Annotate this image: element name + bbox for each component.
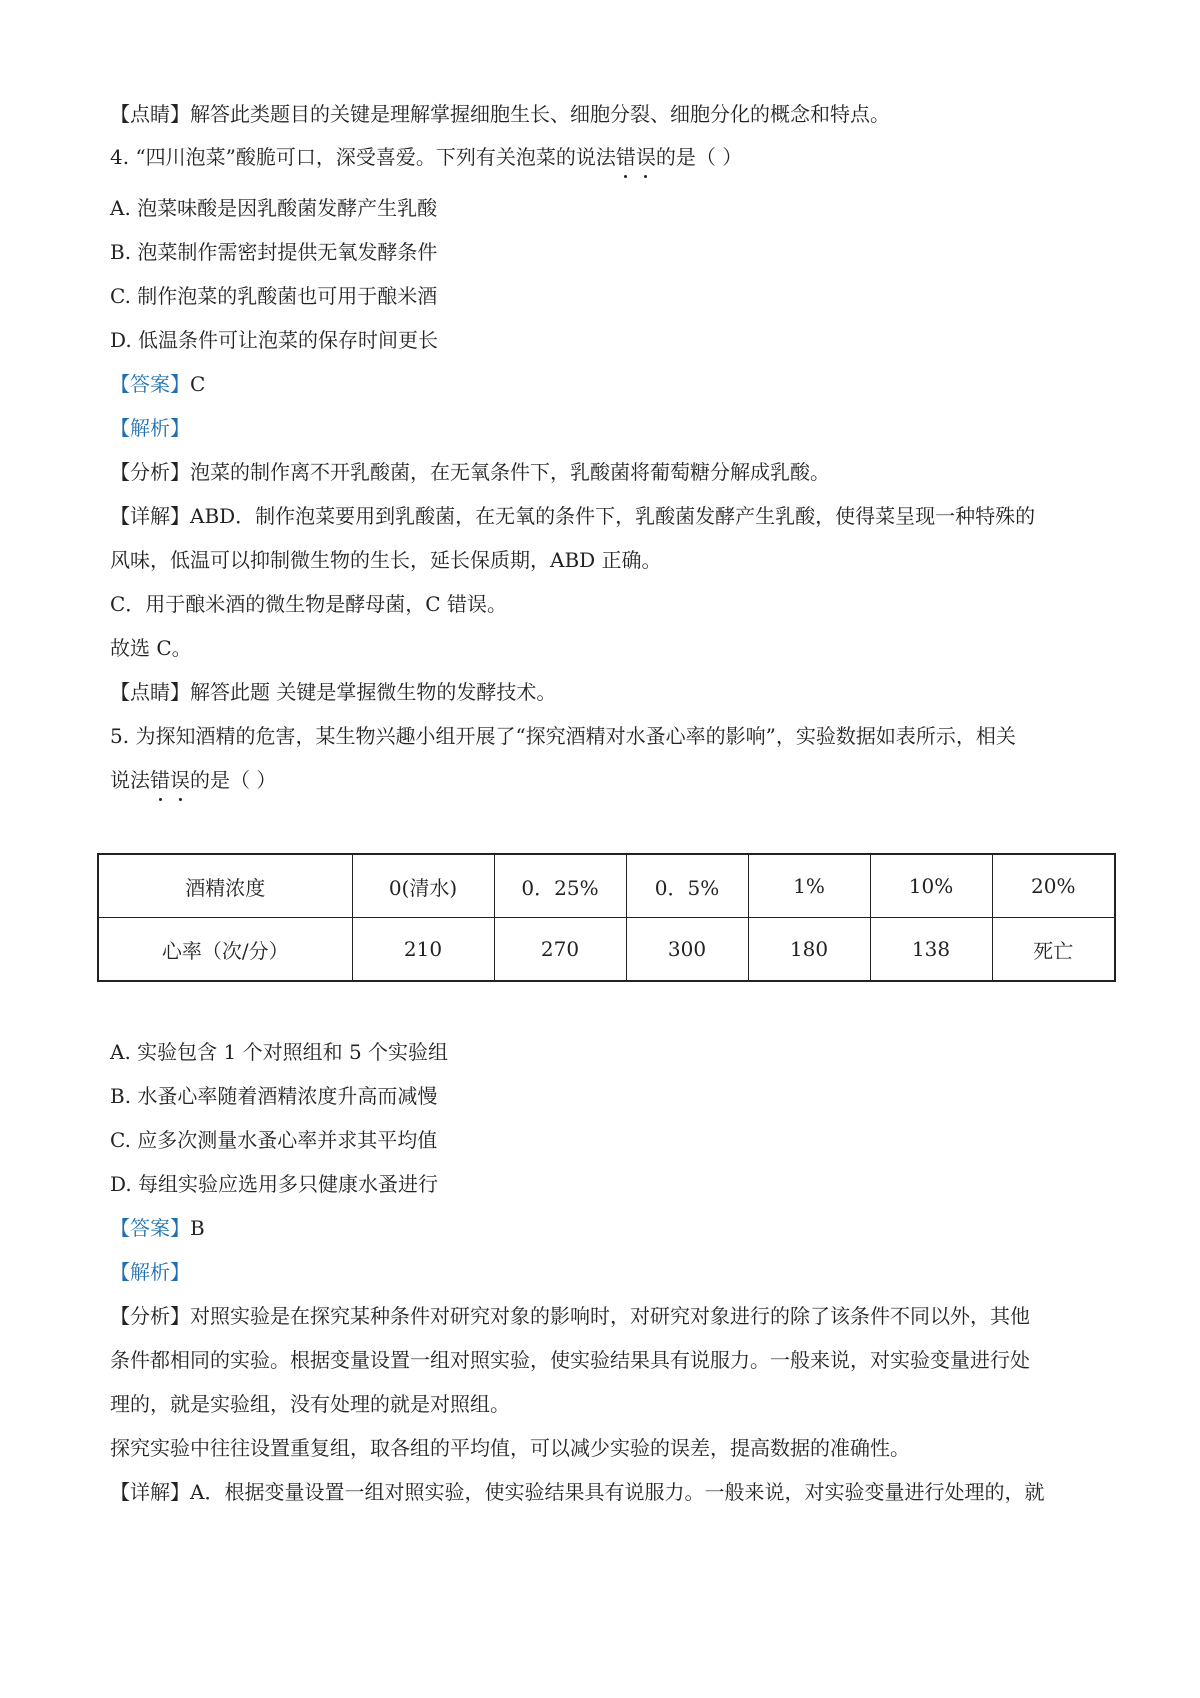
q4-xiangjie-2: 风味，低温可以抑制微生物的生长，延长保质期，ABD 正确。 bbox=[110, 548, 662, 572]
q4-option-d: D. 低温条件可让泡菜的保存时间更长 bbox=[110, 328, 439, 352]
table-cell: 1% bbox=[748, 854, 870, 918]
q5-option-a: A. 实验包含 1 个对照组和 5 个实验组 bbox=[110, 1040, 449, 1064]
table-cell: 10% bbox=[870, 854, 992, 918]
q4-option-c: C. 制作泡菜的乳酸菌也可用于酿米酒 bbox=[110, 284, 438, 308]
q5-option-b: B. 水蚤心率随着酒精浓度升高而减慢 bbox=[110, 1084, 438, 1108]
table-row bbox=[98, 854, 1115, 918]
q5-option-c: C. 应多次测量水蚤心率并求其平均值 bbox=[110, 1128, 438, 1152]
q5-fenxi-4: 探究实验中往往设置重复组，取各组的平均值，可以减少实验的误差，提高数据的准确性。 bbox=[110, 1436, 910, 1460]
q5-analysis-label: 【解析】 bbox=[110, 1260, 190, 1284]
table-cell: 死亡 bbox=[992, 918, 1115, 982]
table-cell: 270 bbox=[494, 918, 626, 982]
q4-fenxi: 【分析】泡菜的制作离不开乳酸菌，在无氧条件下，乳酸菌将葡萄糖分解成乳酸。 bbox=[110, 460, 830, 484]
emphasis-dot-char: 错 bbox=[150, 768, 170, 792]
q5-stem-text: 说法 bbox=[110, 768, 150, 792]
q5-xiangjie-1: 【详解】A．根据变量设置一组对照实验，使实验结果具有说服力。一般来说，对实验变量进行处理的，就 bbox=[110, 1480, 1045, 1504]
q5-option-d: D. 每组实验应选用多只健康水蚤进行 bbox=[110, 1172, 439, 1196]
table-cell: 210 bbox=[352, 918, 494, 982]
emphasis-dot-char: 错 bbox=[615, 145, 636, 169]
q4-answer bbox=[110, 370, 205, 398]
q4-stem-text: 4. “四川泡菜”酸脆可口，深受喜爱。下列有关泡菜的说法 bbox=[110, 145, 616, 169]
answer-label: 【答案】 bbox=[110, 372, 190, 396]
q5-stem-text: 的是（ ） bbox=[190, 768, 277, 792]
q3-tip: 【点睛】解答此类题目的关键是理解掌握细胞生长、细胞分裂、细胞分化的概念和特点。 bbox=[110, 102, 890, 126]
q5-stem-2 bbox=[110, 766, 276, 794]
q4-xiangjie-1: 【详解】ABD．制作泡菜要用到乳酸菌，在无氧的条件下，乳酸菌发酵产生乳酸，使得菜呈现一种特殊的 bbox=[110, 504, 1036, 528]
q4-dianjing: 【点睛】解答此题 关键是掌握微生物的发酵技术。 bbox=[110, 680, 557, 704]
alcohol-heart-rate-table bbox=[97, 853, 1116, 982]
q5-fenxi-1: 【分析】对照实验是在探究某种条件对研究对象的影响时，对研究对象进行的除了该条件不同以外，其他 bbox=[110, 1304, 1030, 1328]
table-row bbox=[98, 918, 1115, 982]
q5-fenxi-2: 条件都相同的实验。根据变量设置一组对照实验，使实验结果具有说服力。一般来说，对实验变量进行处 bbox=[110, 1348, 1030, 1372]
q4-analysis-label: 【解析】 bbox=[110, 416, 190, 440]
q5-fenxi-3: 理的，就是实验组，没有处理的就是对照组。 bbox=[110, 1392, 510, 1416]
answer-label: 【答案】 bbox=[110, 1216, 190, 1240]
q4-xiangjie-3: C．用于酿米酒的微生物是酵母菌，C 错误。 bbox=[110, 592, 507, 616]
table-cell: 0．25% bbox=[494, 854, 626, 918]
q4-stem bbox=[110, 143, 742, 171]
table-cell: 138 bbox=[870, 918, 992, 982]
q4-xiangjie-4: 故选 C。 bbox=[110, 636, 192, 660]
table-header-cell: 酒精浓度 bbox=[98, 854, 352, 918]
q5-answer bbox=[110, 1214, 205, 1242]
emphasis-dot-char: 误 bbox=[170, 768, 190, 792]
table-cell: 0(清水) bbox=[352, 854, 494, 918]
table-cell: 20% bbox=[992, 854, 1115, 918]
table-cell: 0．5% bbox=[626, 854, 748, 918]
answer-value: C bbox=[190, 372, 206, 396]
q4-option-a: A. 泡菜味酸是因乳酸菌发酵产生乳酸 bbox=[110, 196, 438, 220]
table-cell: 180 bbox=[748, 918, 870, 982]
q4-option-b: B. 泡菜制作需密封提供无氧发酵条件 bbox=[110, 240, 438, 264]
q4-stem-text: 的是（ ） bbox=[655, 145, 743, 169]
answer-value: B bbox=[190, 1216, 205, 1240]
q5-stem-1: 5. 为探知酒精的危害，某生物兴趣小组开展了“探究酒精对水蚤心率的影响”，实验数据如表所示，相关 bbox=[110, 724, 1016, 748]
table-header-cell: 心率（次/分） bbox=[98, 918, 352, 982]
table-cell: 300 bbox=[626, 918, 748, 982]
emphasis-dot-char: 误 bbox=[635, 145, 656, 169]
